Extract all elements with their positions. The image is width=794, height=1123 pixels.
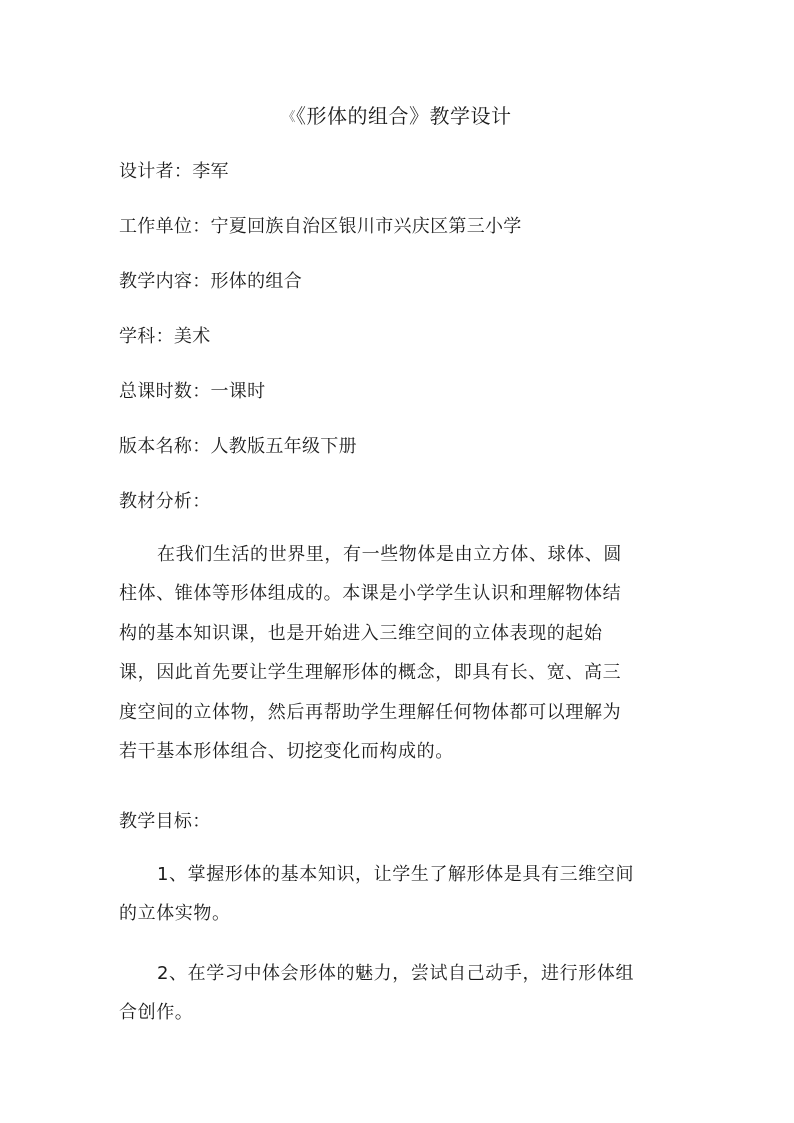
analysis-line: 在我们生活的世界里，有一些物体是由立方体、球体、圆 [157,544,622,565]
analysis-line: 若干基本形体组合、切挖变化而构成的。 [119,741,454,763]
total-hours-line: 总课时数：一课时 [119,381,266,402]
analysis-line: 柱体、锥体等形体组成的。本课是小学学生认识和理解物体结 [119,583,622,605]
document-title [0,101,794,133]
objective-1 [119,855,679,934]
title-bracket-mark: 《 [282,110,296,125]
objective-line: 2、在学习中体会形体的魅力，尝试自己动手，进行形体组 [157,963,635,984]
analysis-line: 度空间的立体物，然后再帮助学生理解任何物体都可以理解为 [119,701,622,723]
work-unit-line: 工作单位：宁夏回族自治区银川市兴庆区第三小学 [119,216,522,237]
analysis-heading: 教材分析： [119,491,211,512]
content-line: 教学内容：形体的组合 [119,271,302,292]
objectives-heading: 教学目标： [119,811,211,832]
objective-line: 1、掌握形体的基本知识，让学生了解形体是具有三维空间 [157,864,635,885]
title-text: 《形体的组合》教学设计 [296,104,512,128]
analysis-line: 构的基本知识课，也是开始进入三维空间的立体表现的起始 [119,622,603,644]
objective-2 [119,954,679,1033]
objective-line: 合创作。 [119,1002,194,1024]
designer-line: 设计者：李军 [119,161,229,182]
edition-line: 版本名称：人教版五年级下册 [119,436,357,457]
subject-line: 学科：美术 [119,326,211,347]
analysis-line: 课，因此首先要让学生理解形体的概念，即具有长、宽、高三 [119,662,622,684]
analysis-paragraph [119,535,679,771]
objective-line: 的立体实物。 [119,903,231,925]
